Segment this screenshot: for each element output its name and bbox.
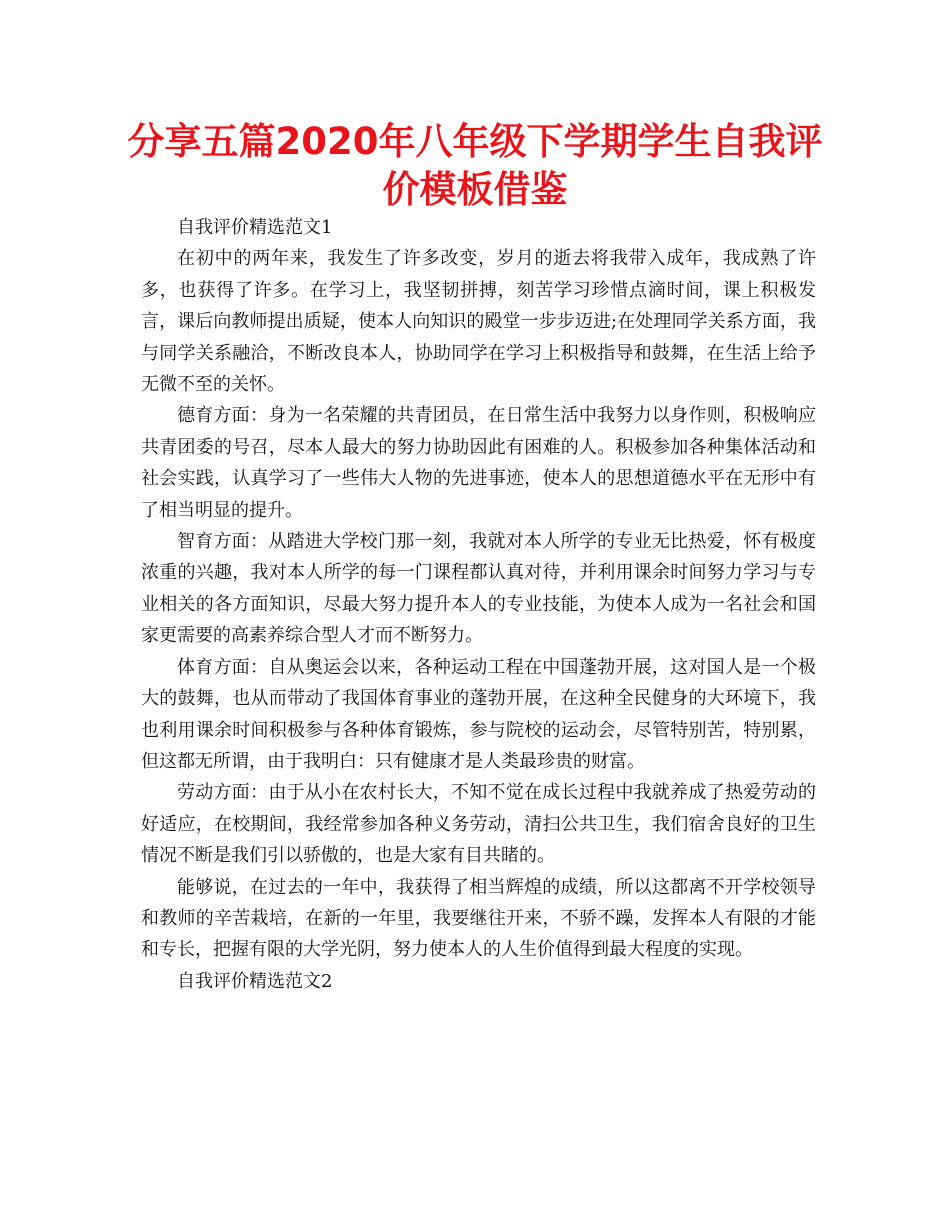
paragraph-intellectual: 智育方面：从踏进大学校门那一刻，我就对本人所学的专业无比热爱，怀有极度浓重的兴趣，我对本人所学的每一门课程都认真对待，并利用课余时间努力学习与专业相关的各方面知识，尽最大努力提升本人的专业技能，为使本人成为一名社会和国家更需要的高素养综合型人才而不断努力。 — [141, 531, 816, 647]
paragraph-moral: 德育方面：身为一名荣耀的共青团员，在日常生活中我努力以身作则，积极响应共青团委的号召，尽本人最大的努力协助因此有困难的人。积极参加各种集体活动和社会实践，认真学习了一些伟大人物的先进事迹，使本人的思想道德水平在无形中有了相当明显的提升。 — [141, 405, 816, 521]
paragraph-conclusion: 能够说，在过去的一年中，我获得了相当辉煌的成绩，所以这都离不开学校领导和教师的辛苦栽培，在新的一年里，我要继往开来，不骄不躁，发挥本人有限的才能和专长，把握有限的大学光阴，努力使本人的人生价值得到最大程度的实现。 — [141, 876, 816, 961]
paragraph-intro: 在初中的两年来，我发生了许多改变，岁月的逝去将我带入成年，我成熟了许多，也获得了许多。在学习上，我坚韧拼搏，刻苦学习珍惜点滴时间，课上积极发言，课后向教师提出质疑，使本人向知识的殿堂一步步迈进;在处理同学关系方面，我与同学关系融洽，不断改良本人，协助同学在学习上积极指导和鼓舞，在生活上给予无微不至的关怀。 — [141, 248, 816, 396]
document-body — [141, 212, 816, 997]
paragraph-physical: 体育方面：自从奥运会以来，各种运动工程在中国蓬勃开展，这对国人是一个极大的鼓舞，也从而带动了我国体育事业的蓬勃开展，在这种全民健身的大环境下，我也利用课余时间积极参与各种体育锻炼，参与院校的运动会，尽管特别苦，特别累，但这都无所谓，由于我明白：只有健康才是人类最珍贵的财富。 — [141, 656, 816, 772]
section-heading-1: 自我评价精选范文1 — [177, 217, 333, 238]
section-heading-2: 自我评价精选范文2 — [177, 970, 333, 992]
document-title: 分享五篇2020年八年级下学期学生自我评价模板借鉴 — [127, 120, 823, 211]
paragraph-labor: 劳动方面：由于从小在农村长大，不知不觉在成长过程中我就养成了热爱劳动的好适应，在校期间，我经常参加各种义务劳动，清扫公共卫生，我们宿舍良好的卫生情况不断是我们引以骄傲的，也是大家有目共睹的。 — [141, 782, 816, 867]
